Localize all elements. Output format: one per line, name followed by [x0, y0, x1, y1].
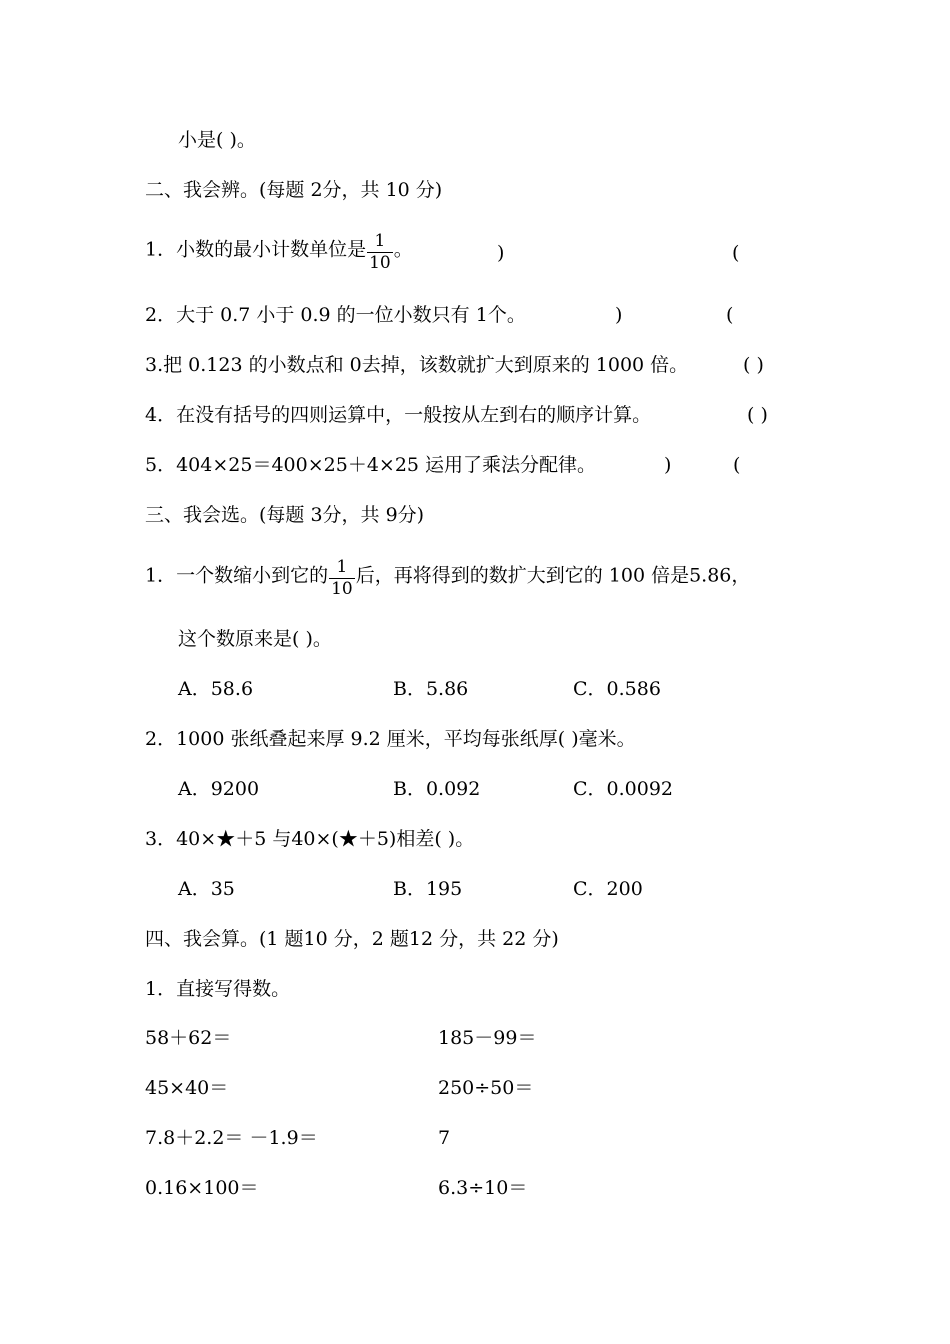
calc-item: 58＋62＝: [145, 1027, 232, 1049]
question-text: 大于 0.7 小于 0.9 的一位小数只有 1个。: [176, 304, 526, 326]
section-3-title: 三、我会选。(每题 3分，共 9分): [145, 504, 425, 526]
calc-item: 0.16×100＝: [145, 1177, 259, 1199]
question-text: 小数的最小计数单位是: [176, 238, 367, 261]
option-a: A．58.6: [178, 678, 254, 700]
calc-item: 45×40＝: [145, 1077, 229, 1099]
question-number: 5．: [145, 454, 177, 476]
answer-close-paren: ): [664, 454, 672, 476]
question-text: 在没有括号的四则运算中，一般按从左到右的顺序计算。: [176, 404, 652, 426]
carry-over-text: 小是( )。: [178, 129, 256, 151]
section-4-title: 四、我会算。(1 题10 分，2 题12 分，共 22 分): [145, 928, 559, 950]
option-b: B．5.86: [393, 678, 469, 700]
calc-item: 185－99＝: [438, 1027, 537, 1049]
fraction-numerator: 1: [329, 559, 355, 579]
s2-question-2: [145, 306, 526, 325]
option-b: B．0.092: [393, 778, 481, 800]
option-a: A．9200: [178, 778, 260, 800]
option-c: C．0.0092: [573, 778, 674, 800]
question-number: 2．: [145, 728, 177, 750]
question-text: 40×★＋5 与40×(★＋5)相差( )。: [176, 828, 475, 850]
question-text: 404×25＝400×25＋4×25 运用了乘法分配律。: [176, 454, 597, 476]
answer-open-paren: (: [733, 454, 741, 476]
fraction: [367, 233, 393, 272]
answer-open-paren: (: [732, 242, 740, 264]
question-text: 1000 张纸叠起来厚 9.2 厘米，平均每张纸厚( )毫米。: [176, 728, 636, 750]
question-text: 一个数缩小到它的: [176, 564, 329, 587]
option-a: A．35: [178, 878, 235, 900]
answer-paren: ( ): [743, 354, 764, 376]
question-number: 3.: [145, 354, 164, 376]
s2-question-1: [145, 231, 413, 273]
calc-item: 7.8＋2.2＝ －1.9＝: [145, 1127, 318, 1149]
answer-close-paren: ): [497, 242, 505, 264]
question-text-end: 。: [393, 238, 413, 261]
option-c: C．0.586: [573, 678, 661, 700]
question-text: 把 0.123 的小数点和 0去掉，该数就扩大到原来的 1000 倍。: [163, 354, 689, 376]
fraction: [329, 559, 355, 598]
calc-item: 7: [438, 1127, 451, 1149]
answer-paren: ( ): [747, 404, 768, 426]
fraction-numerator: 1: [367, 233, 393, 253]
option-c: C．200: [573, 878, 643, 900]
s3-question-1-cont: 这个数原来是( )。: [178, 628, 332, 650]
question-number: 1．: [145, 238, 177, 261]
question-number: 3．: [145, 828, 177, 850]
calc-item: 250÷50＝: [438, 1077, 534, 1099]
s2-question-5: [145, 456, 596, 475]
fraction-denominator: 10: [331, 579, 353, 599]
calc-item: 6.3÷10＝: [438, 1177, 528, 1199]
s3-question-3: [145, 830, 474, 849]
section-4-sub-1: 1．直接写得数。: [145, 978, 291, 1000]
s3-question-1: [145, 557, 751, 599]
fraction-denominator: 10: [369, 253, 391, 273]
s3-question-2: [145, 730, 636, 749]
s2-question-3: [145, 356, 688, 375]
question-number: 4．: [145, 404, 177, 426]
question-number: 2．: [145, 304, 177, 326]
question-number: 1．: [145, 564, 177, 587]
question-text-end: 后，再将得到的数扩大到它的 100 倍是5.86，: [355, 564, 751, 587]
answer-close-paren: ): [615, 304, 623, 326]
section-2-title: 二、我会辨。(每题 2分，共 10 分): [145, 179, 443, 201]
s2-question-4: [145, 406, 651, 425]
answer-open-paren: (: [726, 304, 734, 326]
option-b: B．195: [393, 878, 463, 900]
